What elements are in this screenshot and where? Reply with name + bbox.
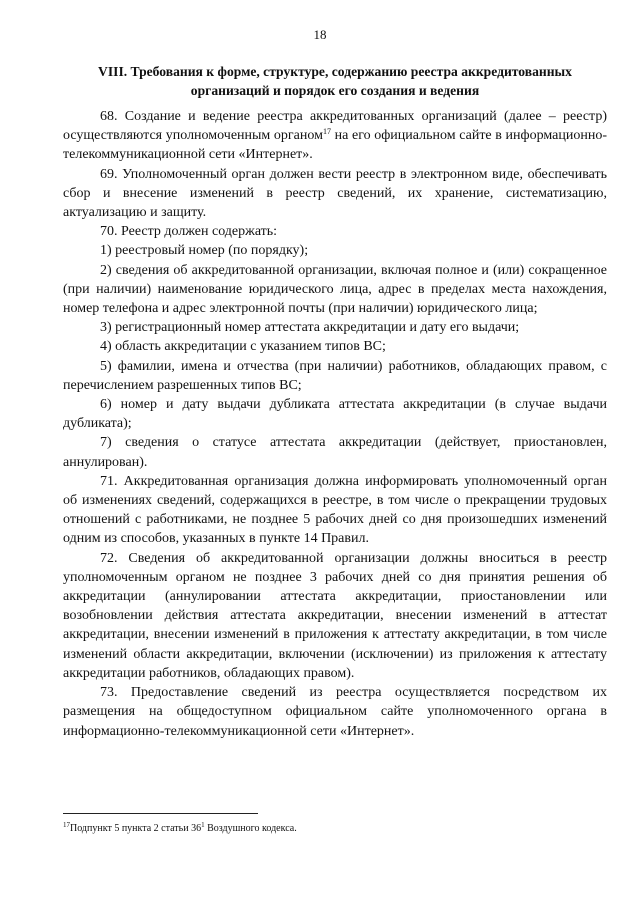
list-item-4: 4) область аккредитации с указанием типов ВС; <box>100 339 386 355</box>
list-item-6: 6) номер и дату выдачи дубликата аттестата аккредитации (в случае выдачи дубликата); <box>63 397 607 432</box>
paragraph-70: 70. Реестр должен содержать: <box>100 224 278 240</box>
list-item-2: 2) сведения об аккредитованной организации, включая полное и (или) сокращенное (при наличии) наименование юридического лица, адрес в пределах места нахождения, номер телефона и адрес электронной почты (при наличии) юридического лица; <box>63 262 607 317</box>
list-item-1: 1) реестровый номер (по порядку); <box>100 243 309 259</box>
page-number: 18 <box>313 27 327 42</box>
paragraph-73: 73. Предоставление сведений из реестра осуществляется посредством их размещения на общедоступном официальном сайте уполномоченного органа в информационно-телекоммуникационной сети «Интернет». <box>63 685 607 739</box>
footnote-number: 17 <box>63 821 70 829</box>
list-item-7: 7) сведения о статусе аттестата аккредитации (действует, приостановлен, аннулирован). <box>63 435 607 470</box>
paragraph-68-text-end: на его официальном сайте в информационно-телекоммуникационной сети «Интернет». <box>63 128 608 163</box>
footnote-text-end: Воздушного кодекса. <box>204 823 297 834</box>
footnote-article-superscript: 1 <box>201 821 205 829</box>
paragraph-72: 72. Сведения об аккредитованной организации должны вноситься в реестр уполномоченным органом не позднее 3 рабочих дней со дня принятия решения об аккредитации (аннулировании аттестата аккредитации, приостановлении или возобновлении действия аттестата аккредитации, внесении изменений в аттестат аккредитации, внесении изменений в приложения к аттестату аккредитации, в том числе изменений области аккредитации, включении (исключении) из приложения к аттестату аккредитации работников, обладающих правом). <box>63 550 607 681</box>
list-item-3: 3) регистрационный номер аттестата аккредитации и дату его выдачи; <box>100 320 520 336</box>
paragraph-71: 71. Аккредитованная организация должна информировать уполномоченный орган об изменениях сведений, содержащихся в реестре, в том числе о прекращении трудовых отношений с работниками, не позднее 5 рабочих дней со дня произошедших изменений одним из способов, указанных в пункте 14 Правил. <box>63 473 607 547</box>
footnote-text: Подпункт 5 пункта 2 статьи 36 <box>70 823 202 834</box>
paragraph-68 <box>63 107 607 165</box>
list-item-5: 5) фамилии, имена и отчества (при наличии) работников, обладающих правом, с перечислением разрешенных типов ВС; <box>63 358 607 393</box>
footnote <box>63 822 607 835</box>
paragraph-69: 69. Уполномоченный орган должен вести реестр в электронном виде, обеспечивать сбор и внесение изменений в реестр сведений, их хранение, систематизацию, актуализацию и защиту. <box>63 166 607 221</box>
document-body <box>63 107 607 741</box>
section-title-line-2: организаций и порядок его создания и ведения <box>190 83 480 98</box>
footnote-reference: 17 <box>322 127 331 137</box>
paragraph-68-text: 68. Создание и ведение реестра аккредитованных организаций (далее – реестр) осуществляются уполномоченным органом <box>63 109 607 144</box>
section-title-line-1: VIII. Требования к форме, структуре, содержанию реестра аккредитованных <box>98 64 572 79</box>
footnote-divider <box>63 813 258 814</box>
section-title <box>60 62 610 100</box>
